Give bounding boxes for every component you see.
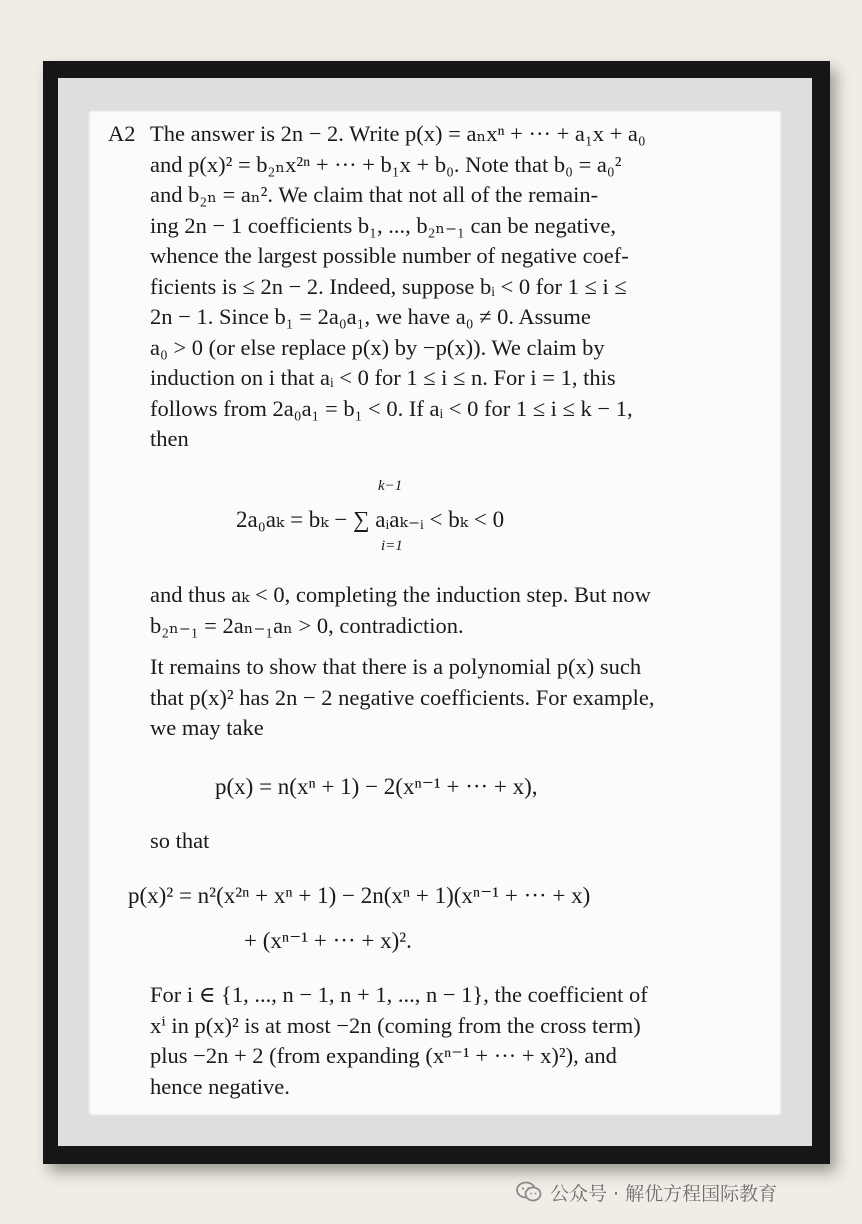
text-line: The answer is 2n − 2. Write p(x) = aₙxⁿ + ··· + a₁x + a₀ bbox=[150, 121, 646, 146]
text-line: and p(x)² = b₂ₙx²ⁿ + ··· + b₁x + b₀. Note that b₀ = a₀² bbox=[150, 151, 622, 177]
equation-polynomial: p(x) = n(xⁿ + 1) − 2(xⁿ⁻¹ + ··· + x), bbox=[215, 774, 538, 799]
equation-square-line-1: p(x)² = n²(x²ⁿ + xⁿ + 1) − 2n(xⁿ + 1)(xⁿ⁻¹ + ··· + x) bbox=[128, 883, 591, 908]
text-line: a₀ > 0 (or else replace p(x) by −p(x)). We claim by bbox=[150, 334, 605, 360]
text-line: then bbox=[150, 426, 189, 451]
text-line: hence negative. bbox=[150, 1073, 290, 1099]
text-line: follows from 2a₀a₁ = b₁ < 0. If aᵢ < 0 for 1 ≤ i ≤ k − 1, bbox=[150, 395, 633, 421]
text-line: induction on i that aᵢ < 0 for 1 ≤ i ≤ n. For i = 1, this bbox=[150, 365, 616, 390]
text-line: ing 2n − 1 coefficients b₁, ..., b₂ₙ₋₁ can be negative, bbox=[150, 212, 617, 238]
text-line: It remains to show that there is a polynomial p(x) such bbox=[150, 654, 642, 679]
sum-upper-limit: k−1 bbox=[378, 478, 403, 494]
sum-lower-limit: i=1 bbox=[381, 538, 403, 554]
equation-square-line-2: + (xⁿ⁻¹ + ··· + x)². bbox=[244, 928, 412, 953]
text-line: b₂ₙ₋₁ = 2aₙ₋₁aₙ > 0, contradiction. bbox=[150, 612, 464, 638]
equation-induction: 2a₀aₖ = bₖ − ∑ aᵢaₖ₋ᵢ < bₖ < 0 bbox=[236, 507, 505, 532]
wechat-icon bbox=[516, 1181, 542, 1203]
text-line: plus −2n + 2 (from expanding (xⁿ⁻¹ + ··· + x)²), and bbox=[150, 1043, 617, 1068]
text-line: 2n − 1. Since b₁ = 2a₀a₁, we have a₀ ≠ 0. Assume bbox=[150, 304, 591, 329]
solution-paragraph-1 bbox=[150, 119, 738, 455]
problem-label: A2 bbox=[108, 121, 136, 146]
solution-paragraph-4: so that bbox=[150, 828, 210, 853]
text-line: and thus aₖ < 0, completing the induction step. But now bbox=[150, 582, 651, 607]
text-line: xⁱ in p(x)² is at most −2n (coming from the cross term) bbox=[150, 1012, 641, 1038]
solution-paragraph-5 bbox=[150, 980, 738, 1102]
solution-paragraph-2 bbox=[150, 580, 738, 641]
text-line: ficients is ≤ 2n − 2. Indeed, suppose bᵢ < 0 for 1 ≤ i ≤ bbox=[150, 273, 627, 299]
text-line: For i ∈ {1, ..., n − 1, n + 1, ..., n − 1}, the coefficient of bbox=[150, 982, 648, 1007]
watermark-text: 公众号 · 解优方程国际教育 bbox=[550, 1182, 778, 1205]
text-line: we may take bbox=[150, 715, 264, 740]
watermark bbox=[516, 1175, 777, 1209]
solution-paragraph-3 bbox=[150, 652, 738, 744]
text-line: and b₂ₙ = aₙ². We claim that not all of the remain- bbox=[150, 182, 599, 207]
text-line: that p(x)² has 2n − 2 negative coefficients. For example, bbox=[150, 684, 655, 710]
text-line: whence the largest possible number of negative coef- bbox=[150, 243, 629, 268]
